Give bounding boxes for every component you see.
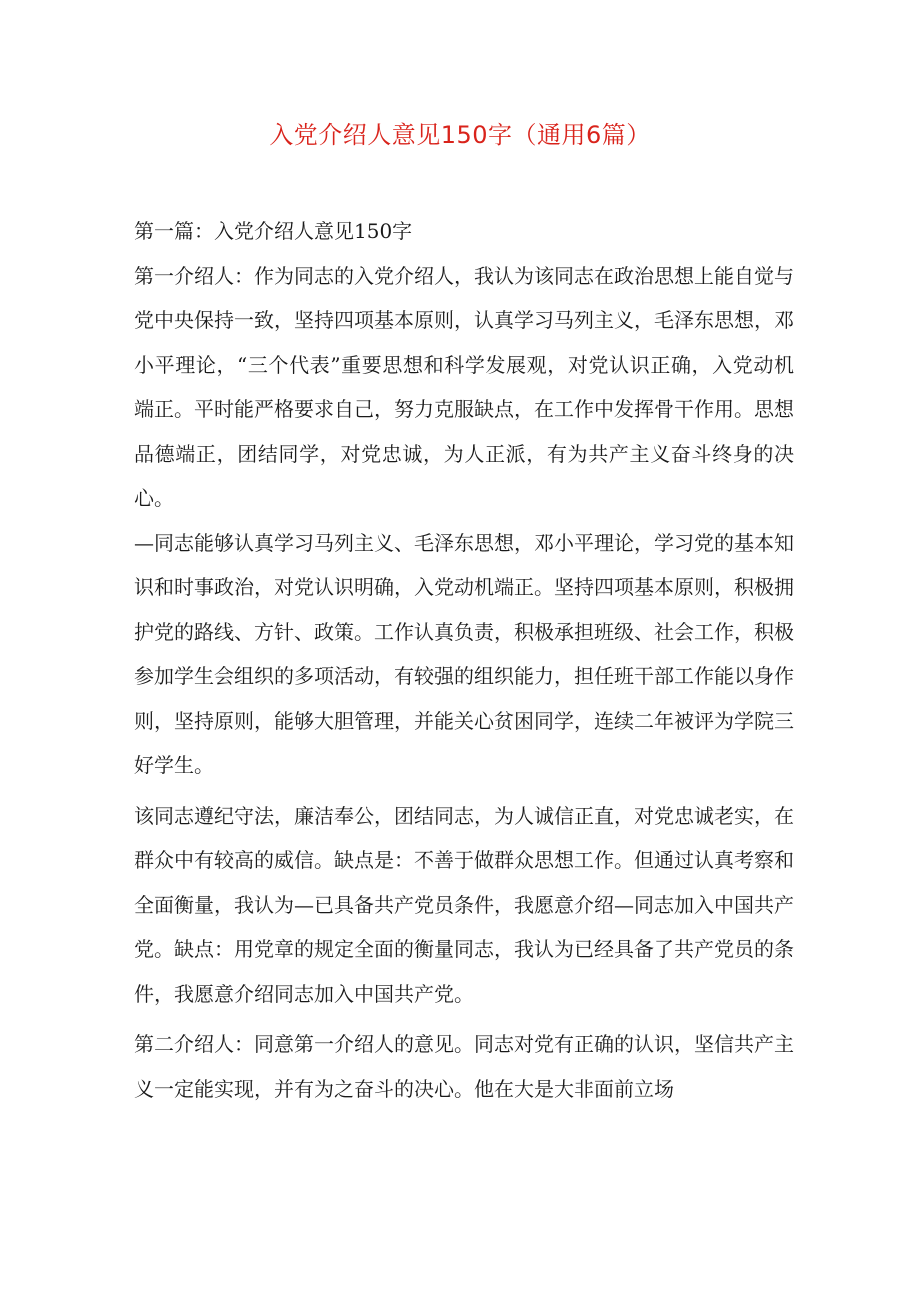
section-heading: 第一篇：入党介绍人意见150字 — [134, 219, 413, 243]
document-title: 入党介绍人意见150字（通用6篇） — [269, 121, 651, 149]
paragraph-first-introducer: 第一介绍人：作为同志的入党介绍人，我认为该同志在政治思想上能自觉与党中央保持一致，坚持四项基本原则，认真学习马列主义，毛泽东思想，邓小平理论，“三个代表”重要思想和科学发展观，对党认识正确，入党动机端正。平时能严格要求自己，努力克服缺点，在工作中发挥骨干作用。思想品德端正，团结同学，对党忠诚，为人正派，有为共产主义奋斗终身的决心。 — [134, 263, 794, 510]
paragraph-second-introducer: 第二介绍人：同意第一介绍人的意见。同志对党有正确的认识，坚信共产主义一定能实现，并有为之奋斗的决心。他在大是大非面前立场 — [134, 1032, 794, 1101]
paragraph-discipline: 该同志遵纪守法，廉洁奉公，团结同志，为人诚信正直，对党忠诚老实，在群众中有较高的威信。缺点是：不善于做群众思想工作。但通过认真考察和全面衡量，我认为—已具备共产党员条件，我愿意介绍—同志加入中国共产党。缺点：用党章的规定全面的衡量同志，我认为已经具备了共产党员的条件，我愿意介绍同志加入中国共产党。 — [134, 803, 794, 1006]
paragraph-comrade-study: —同志能够认真学习马列主义、毛泽东思想，邓小平理论，学习党的基本知识和时事政治，对党认识明确，入党动机端正。坚持四项基本原则，积极拥护党的路线、方针、政策。工作认真负责，积极承担班级、社会工作，积极参加学生会组织的多项活动，有较强的组织能力，担任班干部工作能以身作则，坚持原则，能够大胆管理，并能关心贫困同学，连续二年被评为学院三好学生。 — [134, 530, 794, 777]
document-body — [134, 209, 794, 1111]
